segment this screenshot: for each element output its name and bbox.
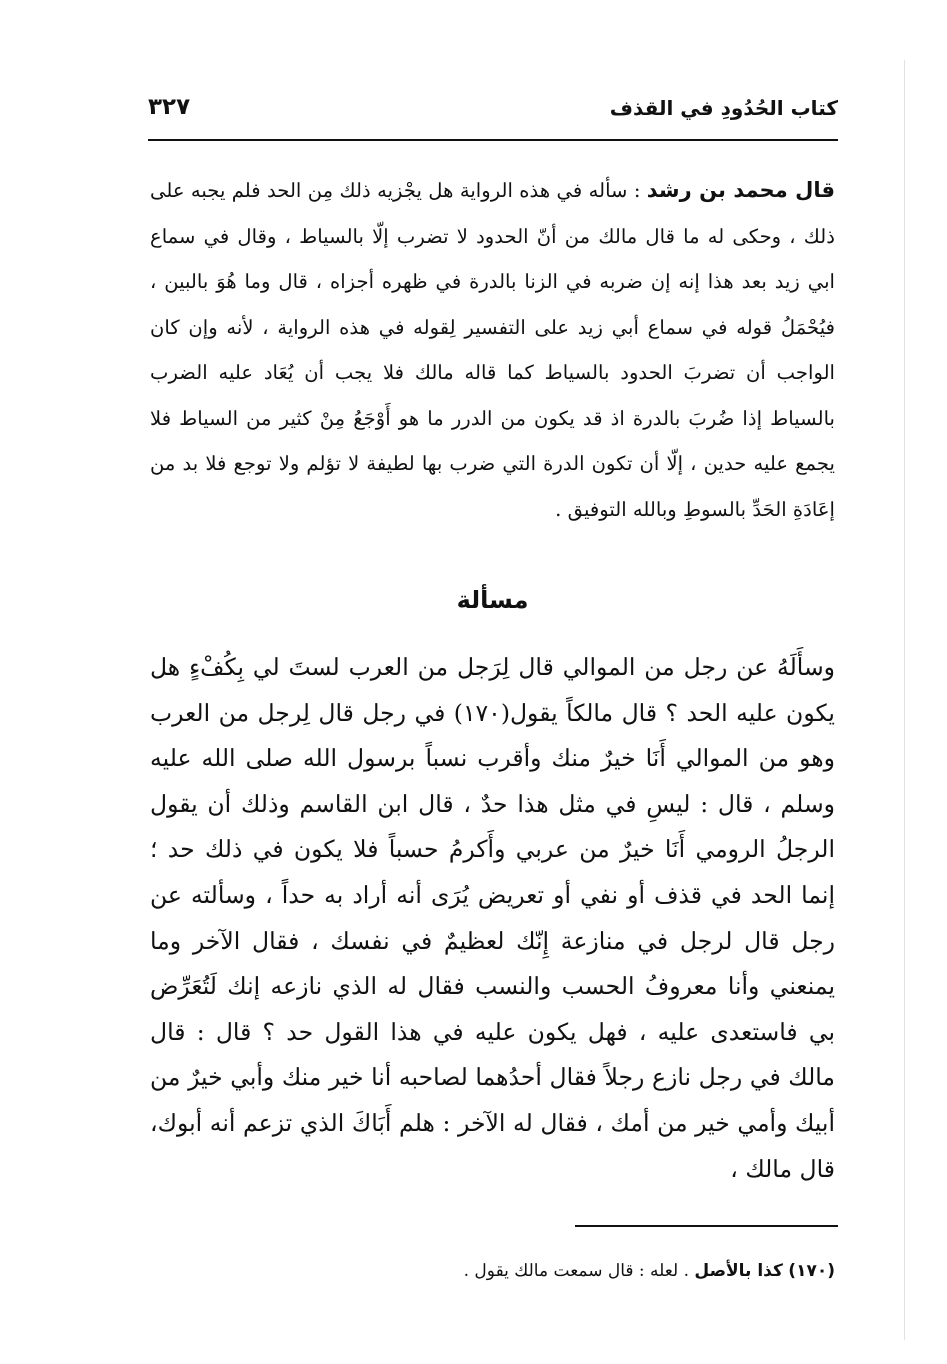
section-heading: مسألة: [456, 586, 529, 614]
header-rule: [148, 139, 838, 141]
footnote-source: كذا بالأصل: [694, 1261, 783, 1281]
commentary-text: : سأله في هذه الرواية هل يجْزيه ذلك مِن الحد فلم يجبه على ذلك ، وحكى له ما قال مالك من أنّ الحدود لا تضرب إلّا بالسياط ، وقال في سماع ابي زيد بعد هذا إنه إن ضربه في الزنا بالدرة في ظهره أجزاه ، قال وما هُوَ بالبين ، فيُحْمَلُ قوله في سماع أبي زيد على التفسير لِقوله في هذه الرواية ، لأنه وإن كان الواجب أن تضربَ الحدود بالسياط كما قاله مالك فلا يجب أن يُعَاد عليه الضرب بالسياط إذا ضُربَ بالدرة اذ قد يكون من الدرر ما هو أَوْجَعُ مِنْ كثير من السياط فلا يجمع عليه حدين ، إلّا أن تكون الدرة التي ضرب بها لطيفة لا تؤلم ولا توجع فلا بد من إعَادَةِ الحَدِّ بالسوطِ وبالله التوفيق .: [150, 179, 835, 521]
paragraph-question: [150, 645, 835, 1192]
running-title: كتاب الحُدُودِ في القذف: [609, 96, 838, 120]
page-edge-line: [904, 60, 905, 1340]
commentary-lead: قال محمد بن رشد: [646, 178, 835, 202]
page-header: [148, 92, 838, 132]
page-number: ٣٢٧: [148, 94, 191, 120]
paragraph-commentary: [150, 168, 835, 532]
footnote-rule: [575, 1225, 838, 1227]
footnote-text: . لعله : قال سمعت مالك يقول .: [463, 1261, 695, 1281]
footnote-number: (١٧٠): [788, 1261, 835, 1281]
question-text: وسأَلَهُ عن رجل من الموالي قال لِرَجل من العرب لستَ لي بِكُفْءٍ هل يكون عليه الحد ؟ قال مالكاً يقول(١٧٠) في رجل قال لِرجل من العرب وهو من الموالي أَنَا خيرٌ منك وأقرب نسباً برسول الله صلى الله عليه وسلم ، قال : ليسِ في مثل هذا حدٌ ، قال ابن القاسم وذلك أن يقول الرجلُ الرومي أَنَا خيرٌ من عربي وأَكرمُ حسباً فلا يكون في ذلك حد ؛ إنما الحد في قذف أو نفي أو تعريض يُرَى أنه أراد به حداً ، وسألته عن رجل قال لرجل في منازعة إِنّك لعظيمٌ في نفسك ، فقال الآخر وما يمنعني وأنا معروفُ الحسب والنسب فقال له الذي نازعه إنك لَتُعَرِّض بي فاستعدى عليه ، فهل يكون عليه في هذا القول حد ؟ قال : قال مالك في رجل نازع رجلاً فقال أحدُهما لصاحبه أنا خير منك وأبي خيرٌ من أبيك وأمي خير من أمك ، فقال له الآخر : هلم أَبَاكَ الذي تزعم أنه أبوك، قال مالك ،: [150, 653, 835, 1183]
footnote: [150, 1258, 835, 1284]
